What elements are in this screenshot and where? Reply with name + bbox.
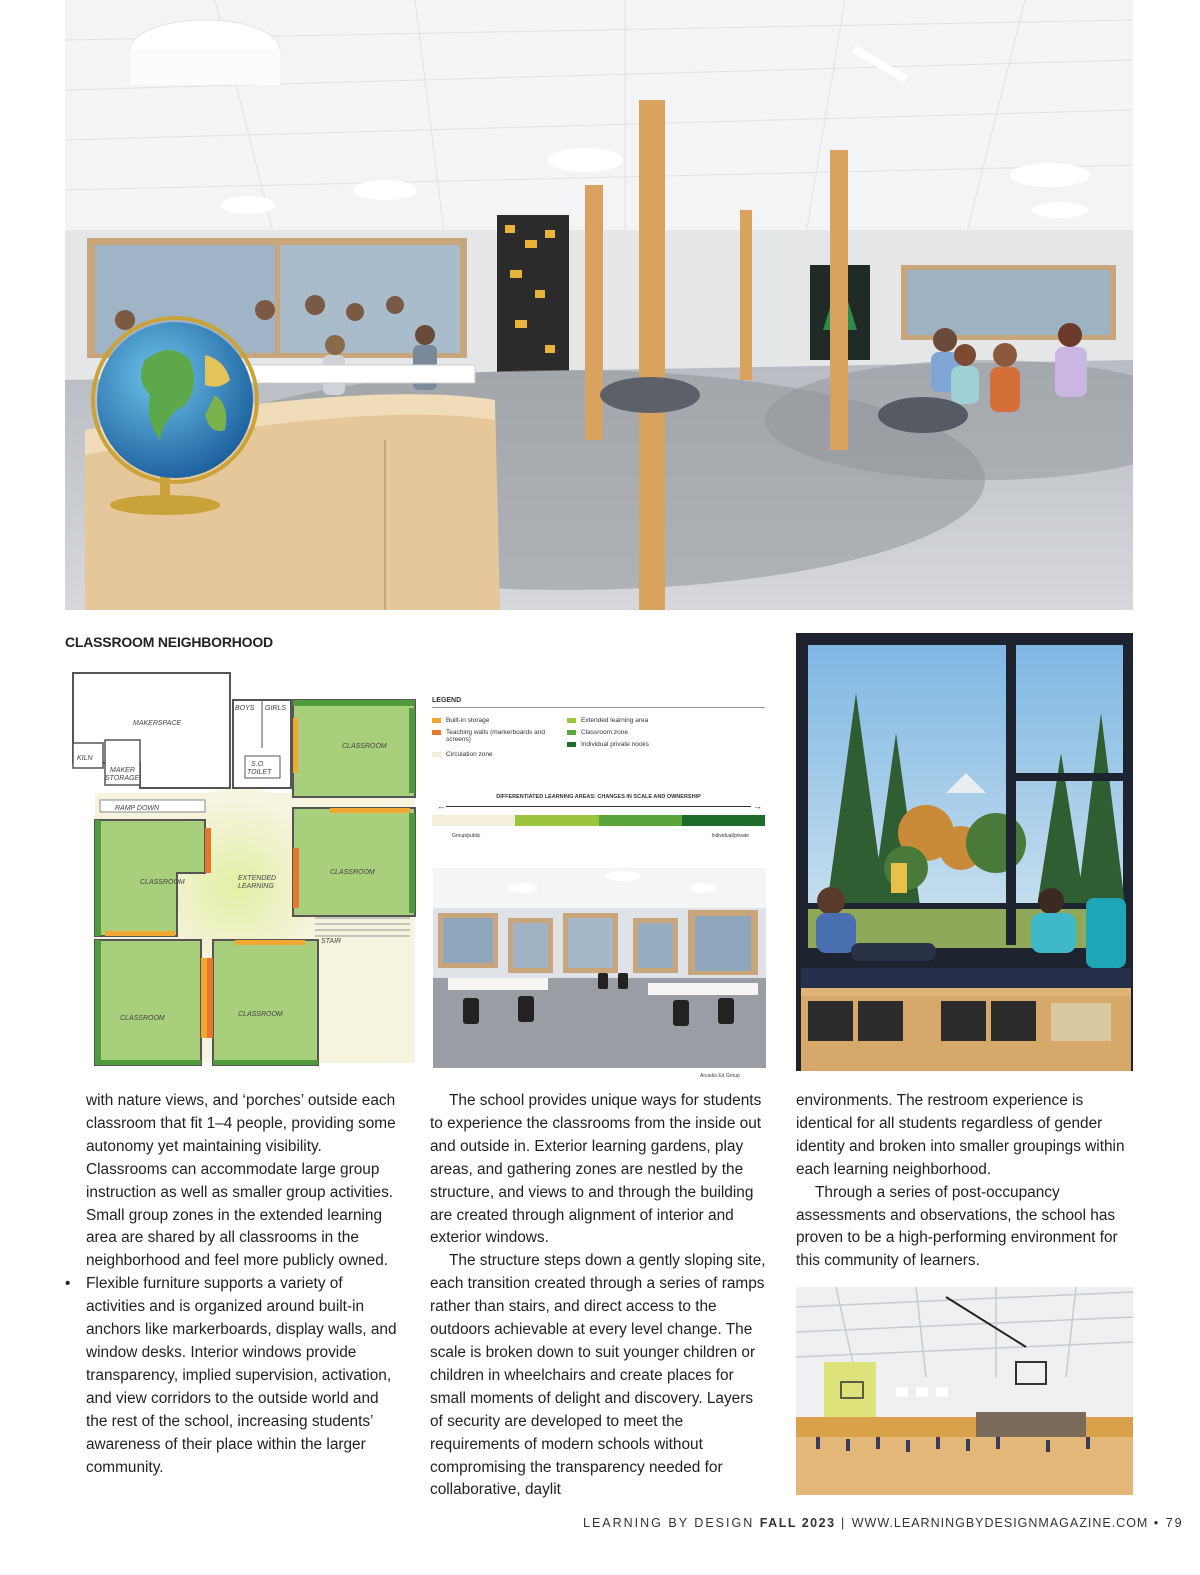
footer-issue: FALL 2023 — [759, 1516, 836, 1530]
hero-photo — [65, 0, 1133, 610]
scale-segment — [599, 815, 682, 826]
label-maker-storage-2: STORAGE — [105, 775, 140, 782]
label-extended-2: LEARNING — [238, 883, 274, 890]
column2-paragraph-1: The school provides unique ways for students to experience the classrooms from the inside out and outside in. Exterior learning gardens, play areas, and gathering zones are nestled by the structure, and views to and through the building are created through alignment of interior and exterior windows. — [430, 1092, 762, 1247]
legend-label: Extended learning area — [581, 717, 649, 724]
footer-divider: | — [841, 1516, 847, 1530]
label-so-toilet-2: TOILET — [247, 769, 272, 776]
legend-rule — [432, 707, 765, 708]
legend-title: LEGEND — [432, 697, 462, 704]
gymnasium-photo — [796, 1287, 1133, 1495]
window-seat-photo — [796, 633, 1133, 1071]
scale-arrow-line — [446, 806, 751, 807]
legend-item — [567, 729, 628, 736]
label-so-toilet-1: S.O. — [251, 761, 266, 768]
bullet-item — [65, 1273, 400, 1479]
legend-swatch — [567, 742, 576, 747]
floor-plan-diagram — [65, 668, 420, 1070]
legend-swatch — [432, 718, 441, 723]
photo-credit: Arcadia Ed Group — [700, 1073, 740, 1079]
legend-item — [567, 741, 649, 748]
column3-paragraph-2: Through a series of post-occupancy assessments and observations, the school has proven to be a high-performing environment for this community of learners. — [796, 1183, 1118, 1270]
scale-segment — [682, 815, 765, 826]
bullet-list — [65, 1273, 400, 1479]
legend-item — [432, 717, 489, 724]
label-classroom-sw: CLASSROOM — [120, 1015, 165, 1022]
legend-item — [567, 717, 648, 724]
legend-swatch — [567, 730, 576, 735]
label-classroom-ne: CLASSROOM — [342, 743, 387, 750]
text-column-2 — [430, 1090, 770, 1502]
legend-label: Teaching walls (markerboards and screens) — [446, 729, 545, 743]
footer-bullet: • — [1153, 1516, 1161, 1530]
legend-label: Built-in storage — [446, 717, 490, 724]
label-classroom-se: CLASSROOM — [238, 1011, 283, 1018]
scale-segment — [432, 815, 515, 826]
label-ramp-down: RAMP DOWN — [115, 805, 160, 812]
scale-left-label: Group/public — [452, 833, 481, 839]
legend-item — [432, 751, 493, 758]
label-extended-1: EXTENDED — [238, 875, 277, 882]
column2-paragraph-2: The structure steps down a gently sloping site, each transition created through a series of ramps rather than stairs, and direct access to the outdoors achievable at every level change. The scale is broken down to suit younger children or children in wheelchairs and create places for small moments of delight and discovery. Layers of security are developed to meet the requirements of modern schools without compromising the transparency needed for collaborative, daylit — [430, 1252, 766, 1499]
label-classroom-w: CLASSROOM — [140, 879, 185, 886]
label-girls: GIRLS — [265, 705, 287, 712]
column1-intro: with nature views, and ‘porches’ outside each classroom that fit 1–4 people, providing some autonomy yet maintaining visibility. Classrooms can accommodate large group instruction as well as smaller group activities. Small group zones in the extended learning area are shared by all classrooms in the neighborhood and feel more publicly owned. — [86, 1092, 396, 1270]
label-boys: BOYS — [235, 705, 255, 712]
scale-bar — [432, 815, 765, 826]
bullet-symbol: • — [65, 1275, 71, 1293]
page-number: 79 — [1165, 1516, 1184, 1530]
scale-caption: DIFFERENTIATED LEARNING AREAS: CHANGES IN SCALE AND OWNERSHIP — [496, 794, 701, 800]
legend-swatch — [567, 718, 576, 723]
label-stair: STAIR — [321, 938, 342, 945]
legend-item — [432, 729, 552, 743]
scale-segment — [515, 815, 598, 826]
legend-swatch — [432, 752, 441, 757]
column3-paragraph-1: environments. The restroom experience is identical for all students regardless of gender identity and broken into smaller groupings within each learning neighborhood. — [796, 1092, 1125, 1178]
text-column-1 — [65, 1090, 400, 1479]
scale-right-label: Individual/private — [711, 833, 749, 839]
label-makerspace: MAKERSPACE — [133, 720, 182, 727]
legend-label: Circulation zone — [446, 751, 493, 758]
arrow-left-icon: ← — [437, 801, 446, 811]
floor-plan-legend — [432, 697, 767, 857]
arrow-right-icon: → — [753, 801, 762, 811]
legend-label: Classroom zone — [581, 729, 628, 736]
label-classroom-e: CLASSROOM — [330, 869, 375, 876]
footer-publication: LEARNING BY DESIGN — [583, 1516, 755, 1530]
bullet-text: Flexible furniture supports a variety of activities and is organized around built-in anchors like markerboards, display walls, and window desks. Interior windows provide transparency, implied supervision, activation, and view corridors to the outside world and the rest of the school, increasing students’ awareness of their place within the larger community. — [86, 1275, 397, 1476]
text-column-3 — [796, 1090, 1141, 1273]
classroom-photo — [433, 868, 766, 1068]
footer-url: WWW.LEARNINGBYDESIGNMAGAZINE.COM — [851, 1516, 1149, 1530]
label-kiln: KILN — [77, 755, 93, 762]
label-maker-storage-1: MAKER — [110, 767, 135, 774]
legend-label: Individual private nooks — [581, 741, 649, 748]
floor-plan-title: CLASSROOM NEIGHBORHOOD — [65, 634, 273, 650]
legend-swatch — [432, 730, 441, 735]
page-footer — [583, 1516, 1184, 1530]
